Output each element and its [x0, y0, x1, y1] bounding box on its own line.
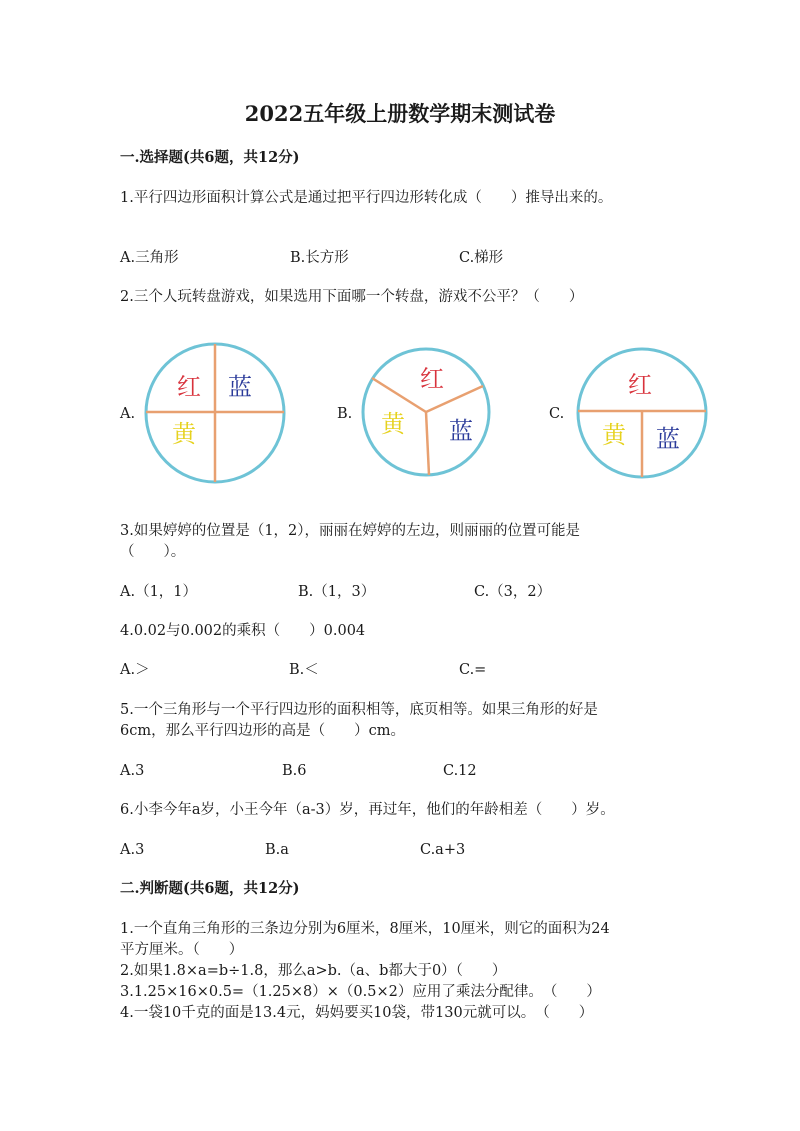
spinner-b-divider-1 [372, 378, 426, 412]
question-1-option-b: B.长方形 [290, 250, 349, 266]
question-2-stem: 2.三个人玩转盘游戏，如果选用下面哪一个转盘，游戏不公平？（ ） [120, 289, 584, 305]
question-3-stem-line1: 3.如果婷婷的位置是（1，2），丽丽在婷婷的左边，则丽丽的位置可能是 [120, 523, 581, 539]
question-3-option-a: A.（1，1） [120, 584, 198, 600]
page-title: 2022五年级上册数学期末测试卷 [244, 101, 556, 126]
question-3-option-c: C.（3，2） [474, 584, 552, 600]
spinner-a-label-red: 红 [177, 373, 201, 401]
question-6-option-c: C.a+3 [420, 842, 466, 858]
judgement-item-3: 3.1.25×16×0.5=（1.25×8）×（0.5×2）应用了乘法分配律。 （ ） [120, 984, 601, 1000]
judgement-item-2: 2.如果1.8×a=b÷1.8，那么a>b.（a、b都大于0）（ ） [120, 963, 507, 979]
question-4-option-c: C.= [459, 662, 487, 678]
question-5-stem-line1: 5.一个三角形与一个平行四边形的面积相等，底页相等。如果三角形的好是 [120, 702, 598, 718]
spinner-b [359, 345, 493, 479]
question-6-option-a: A.3 [120, 842, 145, 858]
section-heading-choice: 一.选择题(共6题，共12分) [120, 149, 300, 166]
question-2-option-a-label: A. [120, 406, 136, 422]
spinner-b-label-yellow: 黄 [381, 410, 405, 438]
question-4-option-a: A.＞ [120, 662, 150, 678]
question-1-stem: 1.平行四边形面积计算公式是通过把平行四边形转化成（ ）推导出来的。 [120, 190, 613, 206]
spinner-c-label-yellow: 黄 [602, 421, 626, 449]
spinner-b-label-blue: 蓝 [449, 417, 473, 445]
question-2-option-b-label: B. [337, 406, 353, 422]
spinner-a-label-yellow: 黄 [172, 420, 196, 448]
question-3-option-b: B.（1，3） [298, 584, 376, 600]
question-6-option-b: B.a [265, 842, 289, 858]
question-5-option-c: C.12 [443, 763, 477, 779]
question-1-option-c: C.梯形 [459, 250, 504, 266]
spinner-b-divider-3 [426, 412, 429, 475]
judgement-item-1-line2: 平方厘米。（ ） [120, 942, 244, 958]
question-4-option-b: B.＜ [289, 662, 319, 678]
question-5-option-b: B.6 [282, 763, 307, 779]
section-heading-judgement: 二.判断题(共6题，共12分) [120, 880, 300, 897]
spinner-c [572, 346, 712, 480]
question-5-stem-line2: 6cm，那么平行四边形的高是（ ）cm。 [120, 723, 405, 739]
question-1-option-a: A.三角形 [120, 250, 179, 266]
spinner-c-label-blue: 蓝 [656, 425, 680, 453]
spinner-b-label-red: 红 [420, 365, 444, 393]
question-6-stem: 6.小李今年a岁，小王今年（a-3）岁，再过年，他们的年龄相差（ ）岁。 [120, 802, 615, 818]
question-5-option-a: A.3 [120, 763, 145, 779]
question-3-stem-line2: （ ）。 [120, 544, 186, 560]
question-4-stem: 4.0.02与0.002的乘积（ ）0.004 [120, 623, 366, 639]
question-2-option-c-label: C. [549, 406, 565, 422]
judgement-item-1-line1: 1.一个直角三角形的三条边分别为6厘米，8厘米，10厘米，则它的面积为24 [120, 921, 610, 937]
spinner-c-label-red: 红 [628, 371, 652, 399]
spinner-a-label-blue: 蓝 [228, 373, 252, 401]
judgement-item-4: 4.一袋10千克的面是13.4元，妈妈要买10袋，带130元就可以。 （ ） [120, 1005, 594, 1021]
spinner-a [142, 340, 288, 486]
